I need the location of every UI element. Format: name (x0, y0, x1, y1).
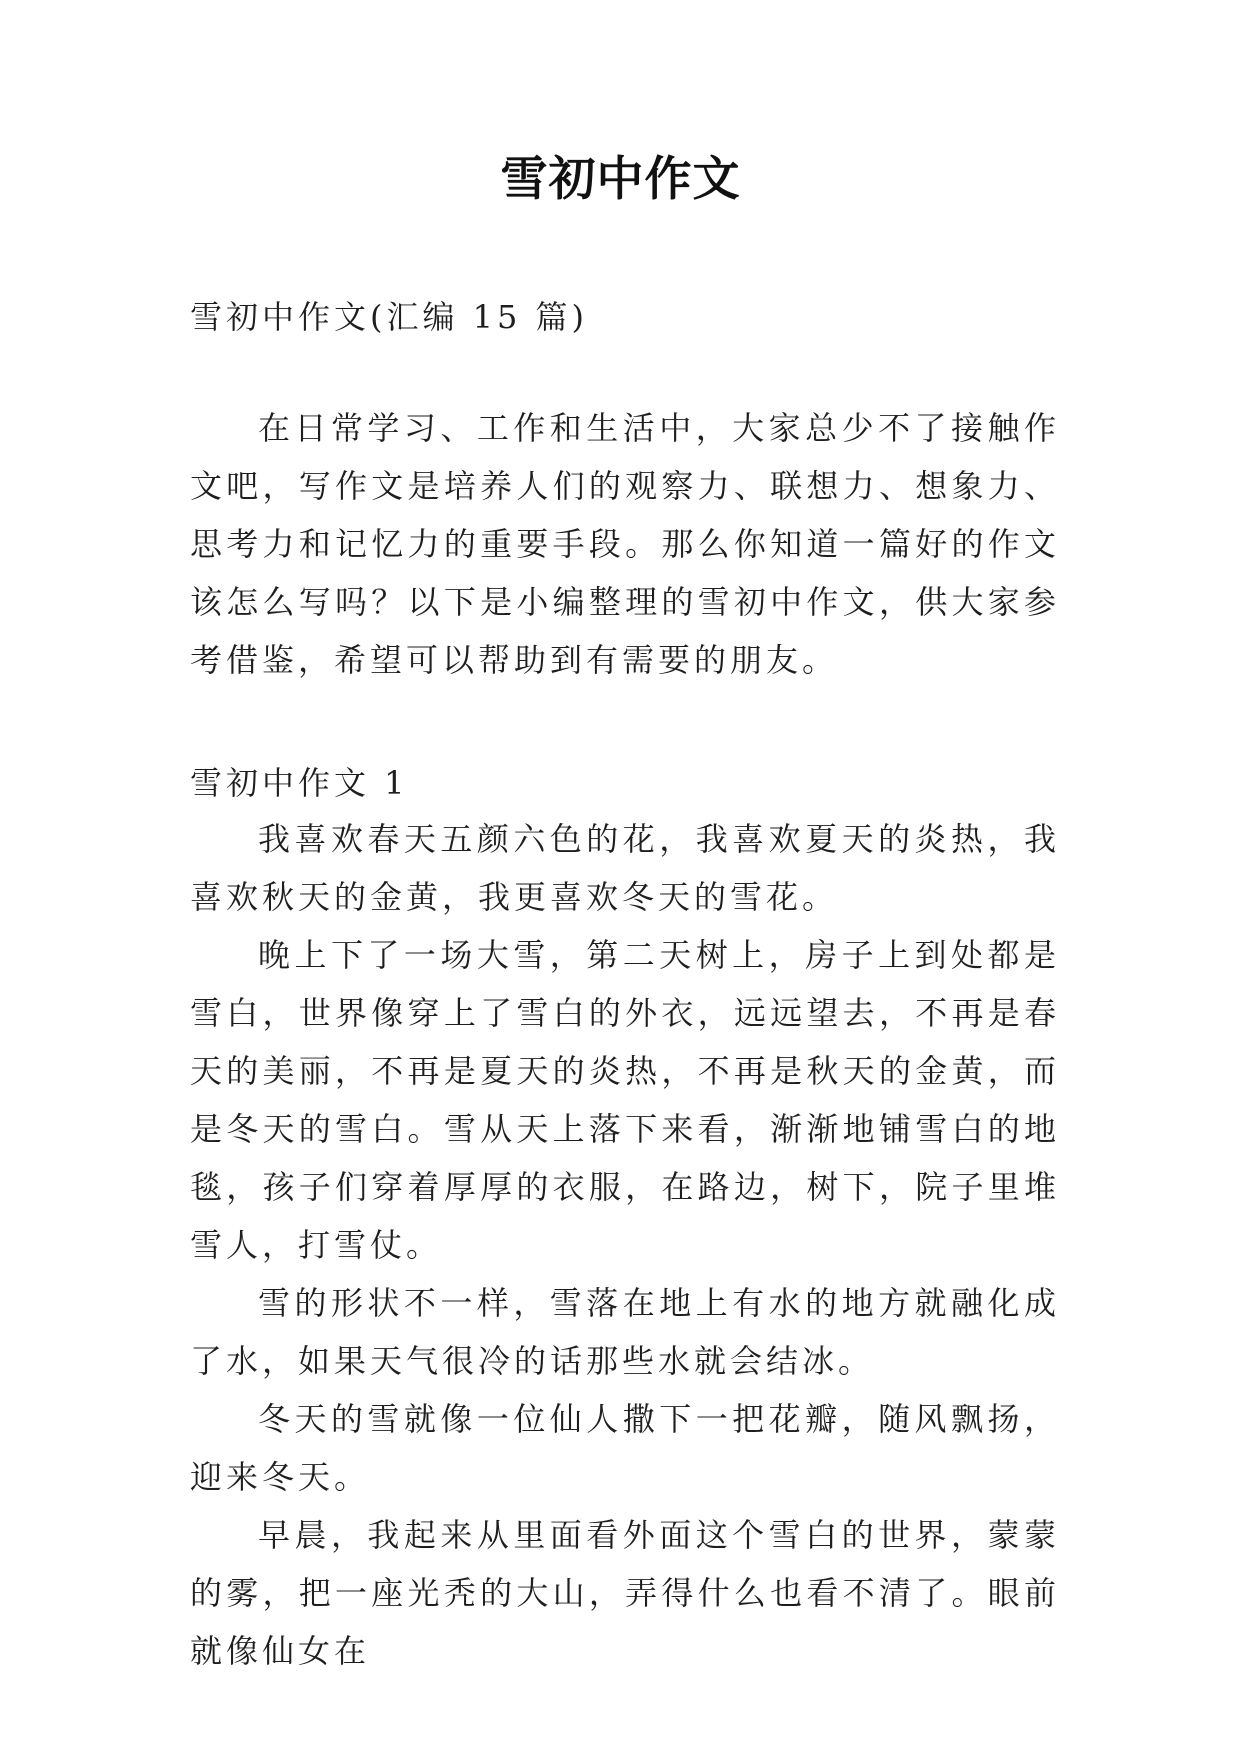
intro-text: 在日常学习、工作和生活中，大家总少不了接触作文吧，写作文是培养人们的观察力、联想力、想象力、思考力和记忆力的重要手段。那么你知道一篇好的作文该怎么写吗？以下是小编整理的雪初中作文，供大家参考借鉴，希望可以帮助到有需要的朋友。 (190, 409, 1060, 679)
essay-paragraph: 我喜欢春天五颜六色的花，我喜欢夏天的炎热，我喜欢秋天的金黄，我更喜欢冬天的雪花。 (190, 820, 1060, 916)
intro-paragraph (190, 399, 1060, 689)
essay-paragraph: 早晨，我起来从里面看外面这个雪白的世界，蒙蒙的雾，把一座光秃的大山，弄得什么也看不清了。眼前就像仙女在 (190, 1516, 1060, 1670)
essay-paragraph: 雪的形状不一样，雪落在地上有水的地方就融化成了水，如果天气很冷的话那些水就会结冰。 (190, 1284, 1060, 1380)
essay-paragraph: 冬天的雪就像一位仙人撒下一把花瓣，随风飘扬，迎来冬天。 (190, 1400, 1060, 1496)
essay-paragraph: 晚上下了一场大雪，第二天树上，房子上到处都是雪白，世界像穿上了雪白的外衣，远远望去，不再是春天的美丽，不再是夏天的炎热，不再是秋天的金黄，而是冬天的雪白。雪从天上落下来看，渐渐地铺雪白的地毯，孩子们穿着厚厚的衣服，在路边，树下，院子里堆雪人，打雪仗。 (190, 936, 1060, 1264)
section-heading: 雪初中作文 1 (190, 764, 409, 802)
essay-body (190, 810, 1060, 1680)
document-title: 雪初中作文 (500, 152, 741, 207)
document-subtitle: 雪初中作文(汇编 15 篇) (190, 298, 589, 336)
